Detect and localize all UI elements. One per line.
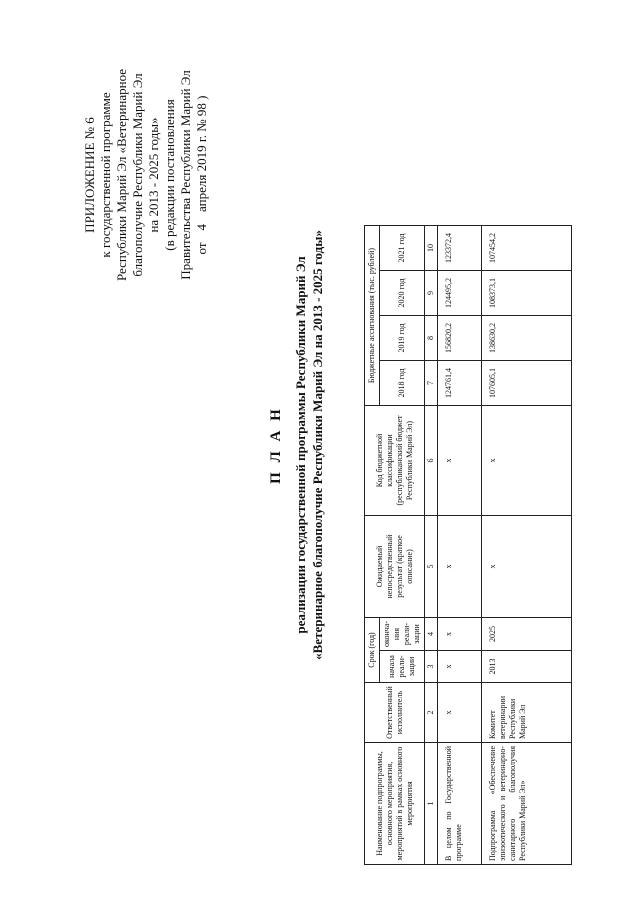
page-title: П Л А Н [268,406,284,484]
table-row [438,226,482,865]
row-end: 2025 [482,618,572,651]
appendix-line: (в редакции постановления [162,99,177,251]
header-responsible: Ответственный исполнитель [365,683,425,743]
row-start: 2013 [482,651,572,683]
row-responsible: x [438,683,482,743]
header-year-2021: 2021 год [380,226,425,271]
header-budget: Бюджетные ассигнования (тыс. рублей) [365,226,380,406]
row-2018: 107605,1 [482,361,572,406]
header-year-2020: 2020 год [380,271,425,316]
row-end: x [438,618,482,651]
header-year-2018: 2018 год [380,361,425,406]
row-name: В целом по Государственной программе [438,743,482,865]
row-2020: 124495,2 [438,271,482,316]
title-block [268,135,326,755]
column-number: 6 [425,406,438,516]
row-2021: 107454,2 [482,226,572,271]
resolution-date [194,25,210,325]
header-term-end: оконча-ния реали-зации [380,618,425,651]
row-2018: 124761,4 [438,361,482,406]
appendix-line: на 2013 - 2025 годы» [146,117,161,233]
row-2019: 138630,2 [482,316,572,361]
row-result: x [482,516,572,618]
row-code: x [482,406,572,516]
column-number: 4 [425,618,438,651]
row-code: x [438,406,482,516]
row-responsible: Комитет ветеринарии Республики Марий Эл [482,683,572,743]
table-row [482,226,572,865]
header-result: Ожидаемый непосредственный результат (краткое описание) [365,516,425,618]
subtitle-line: реализации государственной программы Республики Марий Эл [293,256,308,634]
row-2020: 108373,1 [482,271,572,316]
row-2021: 123372,4 [438,226,482,271]
column-number: 8 [425,316,438,361]
header-term: Срок (год) [365,618,380,683]
column-number: 7 [425,361,438,406]
row-2019: 156820,2 [438,316,482,361]
row-start: x [438,651,482,683]
appendix-line: к государственной программе [98,92,113,258]
column-number: 10 [425,226,438,271]
subtitle-line: «Ветеринарное благополучие Республики Марий Эл на 2013 - 2025 годы» [310,230,325,660]
header-name: Наименование подпрограммы, основного мероприятия, мероприятий в рамках основного мероприятия [365,743,425,865]
column-number: 1 [425,743,438,865]
column-number: 3 [425,651,438,683]
appendix-line: благополучие Республики Марий Эл [130,73,145,277]
appendix-line: Республики Марий Эл «Ветеринарное [114,68,129,282]
header-term-start: начала реали-зации [380,651,425,683]
row-name: Подпрограмма «Обеспечение эпизоотического и ветеринарно-санитарного благополучия Республики Марий Эл» [482,743,572,865]
appendix-line: ПРИЛОЖЕНИЕ № 6 [82,117,97,233]
appendix-header [82,25,210,325]
sign-rest: апреля 2019 г. № 98 ) [194,95,209,212]
sign-day: 4 [194,223,209,231]
plan-table [364,225,572,865]
appendix-line: Правительства Республики Марий Эл [178,70,193,280]
column-number: 9 [425,271,438,316]
header-code: Код бюджетной классификации (республиканский бюджет Республики Марий Эл) [365,406,425,516]
sign-from: от [194,242,209,255]
column-number-row [425,226,438,865]
header-row [365,226,380,865]
row-result: x [438,516,482,618]
header-year-2019: 2019 год [380,316,425,361]
column-number: 2 [425,683,438,743]
column-number: 5 [425,516,438,618]
